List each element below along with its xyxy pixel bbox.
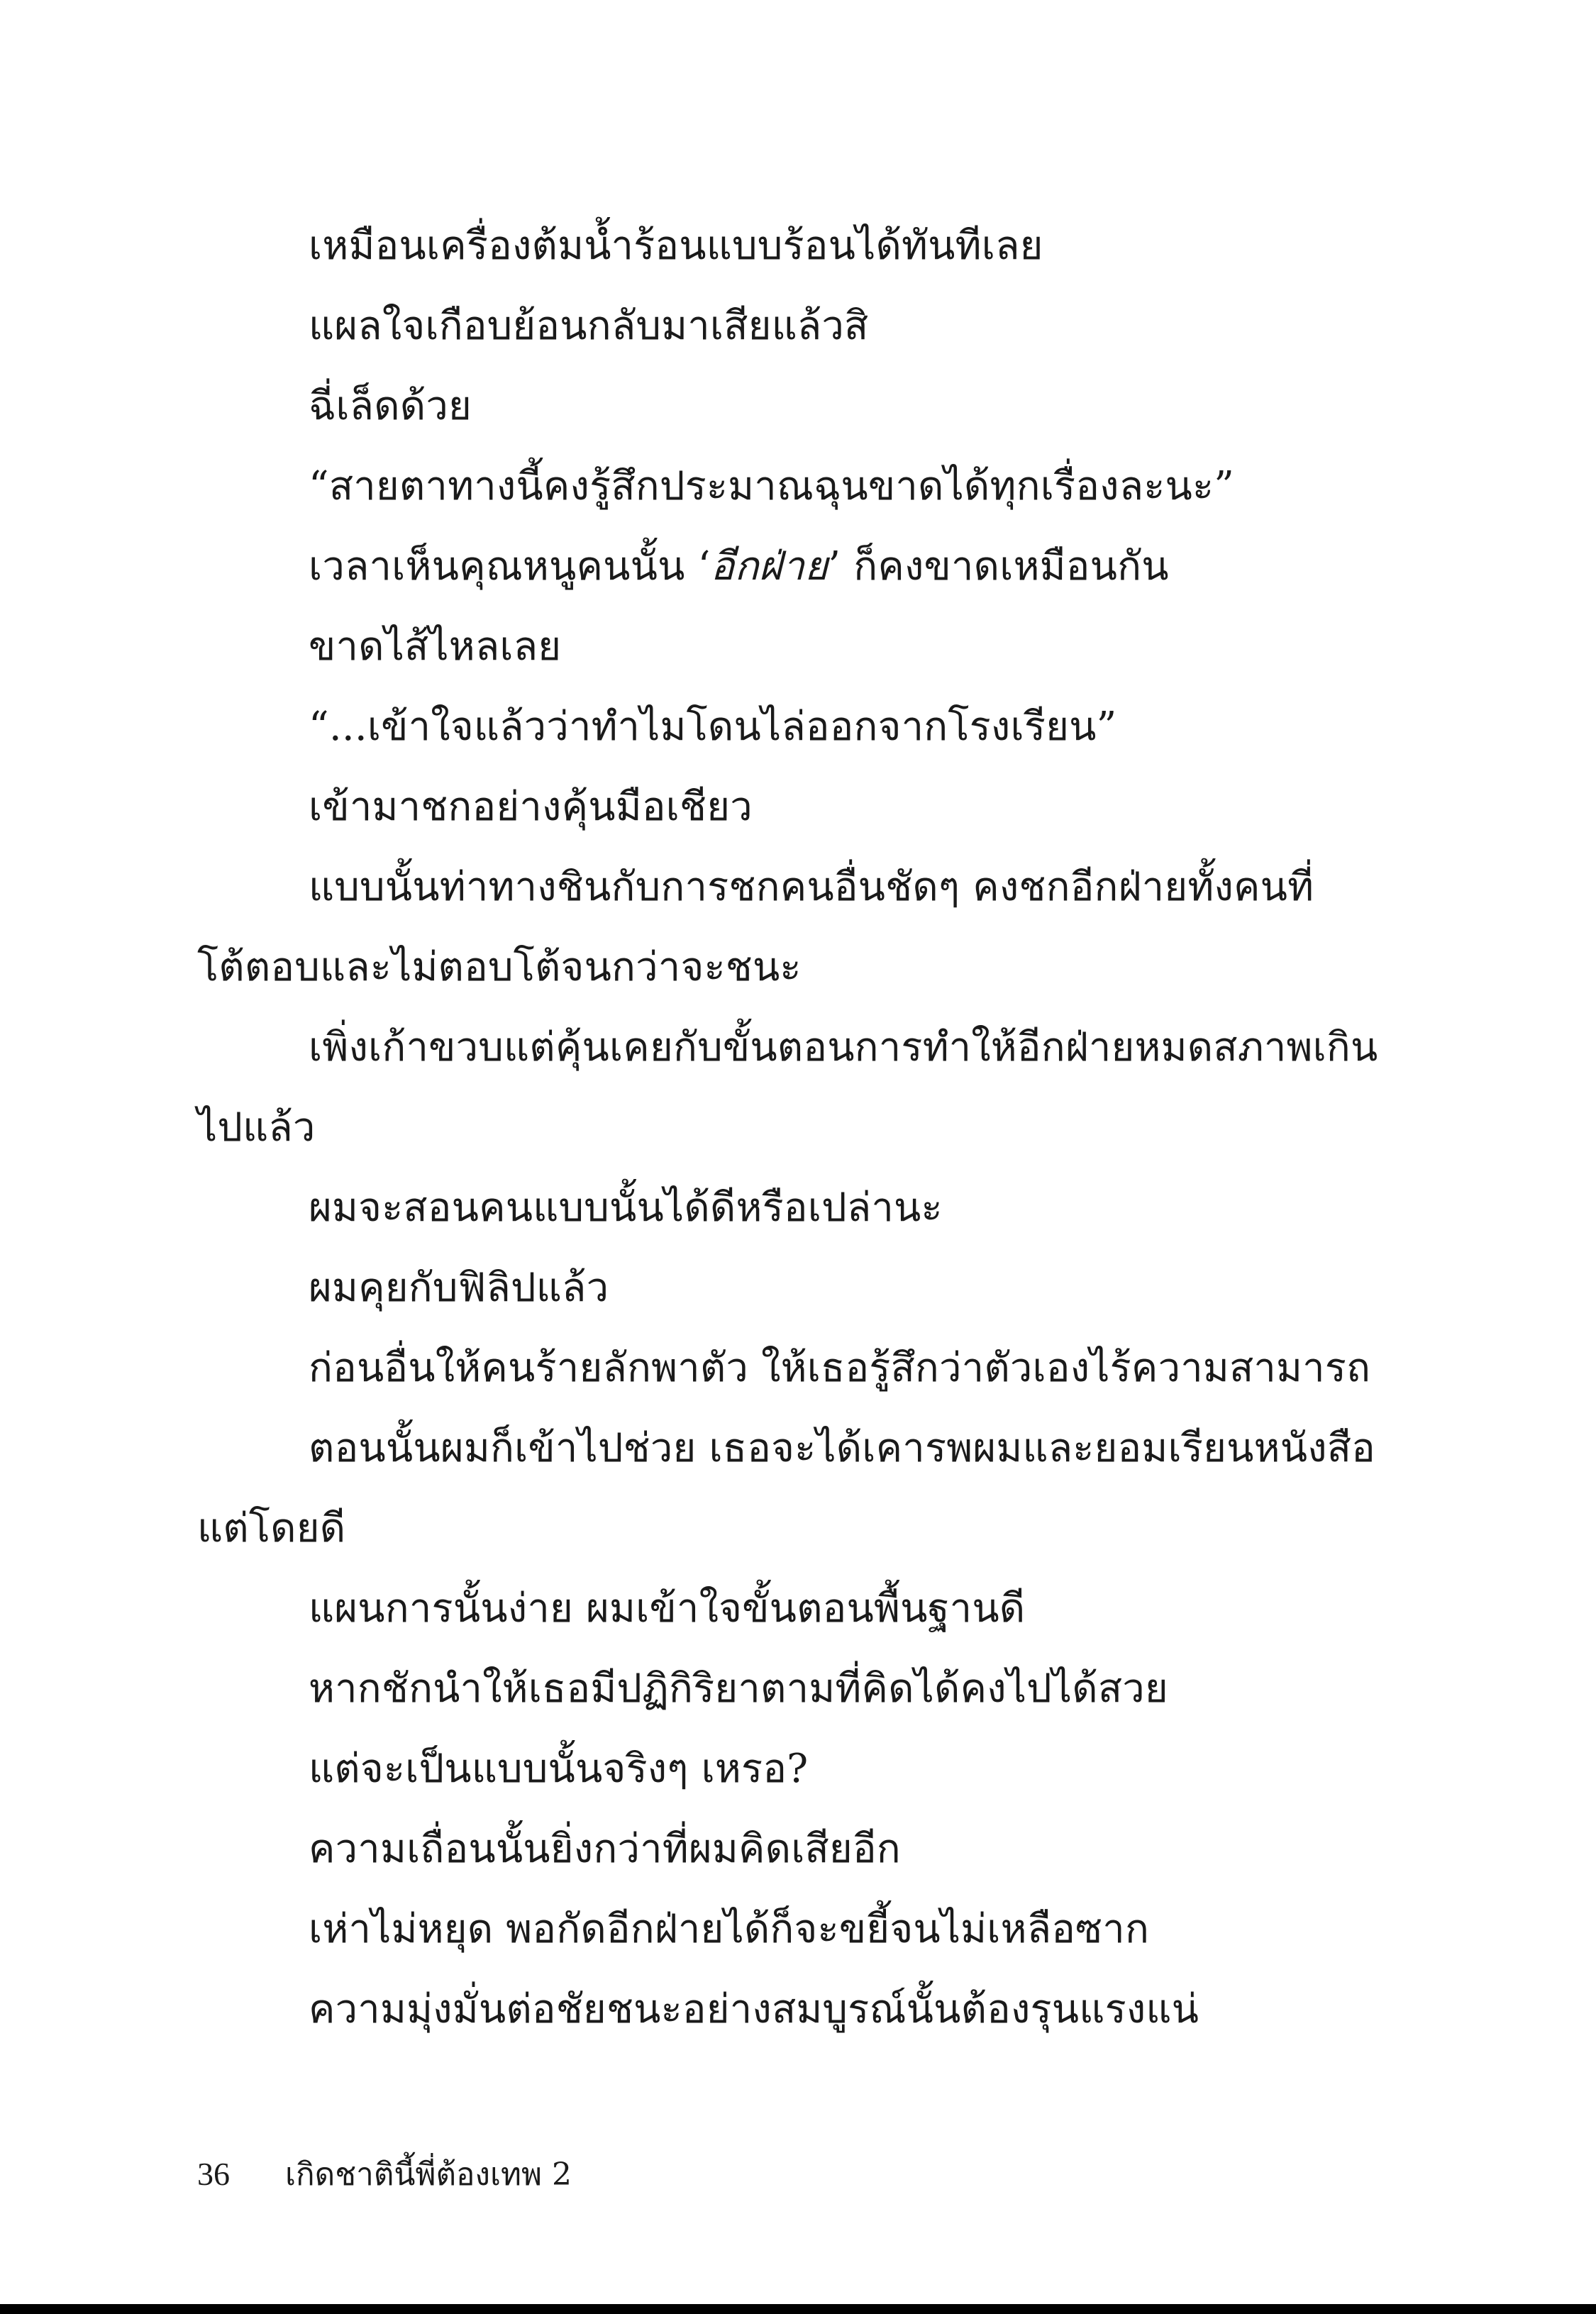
paragraph-line: เห่าไม่หยุด พอกัดอีกฝ่ายได้ก็จะขยี้จนไม่เหลือซาก [309,1906,1150,1952]
paragraph-line: แผลใจเกือบย้อนกลับมาเสียแล้วสิ [309,303,869,349]
paragraph-line: แผนการนั้นง่าย ผมเข้าใจขั้นตอนพื้นฐานดี [309,1585,1026,1632]
paragraph-line: หากชักนำให้เธอมีปฏิกิริยาตามที่คิดได้คงไปได้สวย [309,1666,1168,1712]
dialogue-line: “...เข้าใจแล้วว่าทำไมโดนไล่ออกจากโรงเรียน” [309,704,1117,750]
paragraph-line [197,526,1304,607]
dialogue-line: “สายตาทางนี้คงรู้สึกประมาณฉุนขาดได้ทุกเรื่องละนะ” [309,463,1235,509]
bottom-border [0,2304,1596,2314]
running-title: เกิดชาตินี้พี่ต้องเทพ 2 [285,2157,572,2193]
line-text-before: เวลาเห็นคุณหนูคนนั้น ‘ [309,543,711,589]
body-text [197,206,1378,2049]
paragraph-continuation-line: แต่โดยดี [197,1505,346,1551]
paragraph-line: ตอนนั้นผมก็เข้าไปช่วย เธอจะได้เคารพผมและยอมเรียนหนังสือ [309,1425,1375,1471]
paragraph-line: เหมือนเครื่องต้มน้ำร้อนแบบร้อนได้ทันทีเลย [309,223,1043,269]
paragraph-line: ผมจะสอนคนแบบนั้นได้ดีหรือเปล่านะ [309,1185,943,1231]
paragraph-line: เข้ามาชกอย่างคุ้นมือเชียว [309,784,753,830]
paragraph-line: เพิ่งเก้าขวบแต่คุ้นเคยกับขั้นตอนการทำให้อีกฝ่ายหมดสภาพเกิน [309,1024,1378,1070]
paragraph-line: ขาดไส้ไหลเลย [309,624,562,670]
paragraph-line: ความเถื่อนนั้นยิ่งกว่าที่ผมคิดเสียอีก [309,1826,901,1872]
paragraph-continuation-line: ไปแล้ว [197,1105,316,1151]
emphasized-text: อีกฝ่าย [710,543,829,589]
page-number: 36 [197,2156,230,2192]
paragraph-line: ก่อนอื่นให้คนร้ายลักพาตัว ให้เธอรู้สึกว่าตัวเองไร้ความสามารถ [309,1345,1371,1391]
paragraph-continuation-line: โต้ตอบและไม่ตอบโต้จนกว่าจะชนะ [197,944,802,990]
paragraph-line: ผมคุยกับฟิลิปแล้ว [309,1265,609,1311]
line-text-after: ’ ก็คงขาดเหมือนกัน [828,543,1169,589]
paragraph-line: ฉี่เล็ดด้วย [309,383,472,429]
page-footer [197,2153,572,2196]
paragraph-line: แบบนั้นท่าทางชินกับการชกคนอื่นชัดๆ คงชกอีกฝ่ายทั้งคนที่ [309,864,1314,910]
paragraph-line: แต่จะเป็นแบบนั้นจริงๆ เหรอ? [309,1746,809,1792]
paragraph-line: ความมุ่งมั่นต่อชัยชนะอย่างสมบูรณ์นั้นต้องรุนแรงแน่ [309,1986,1199,2032]
